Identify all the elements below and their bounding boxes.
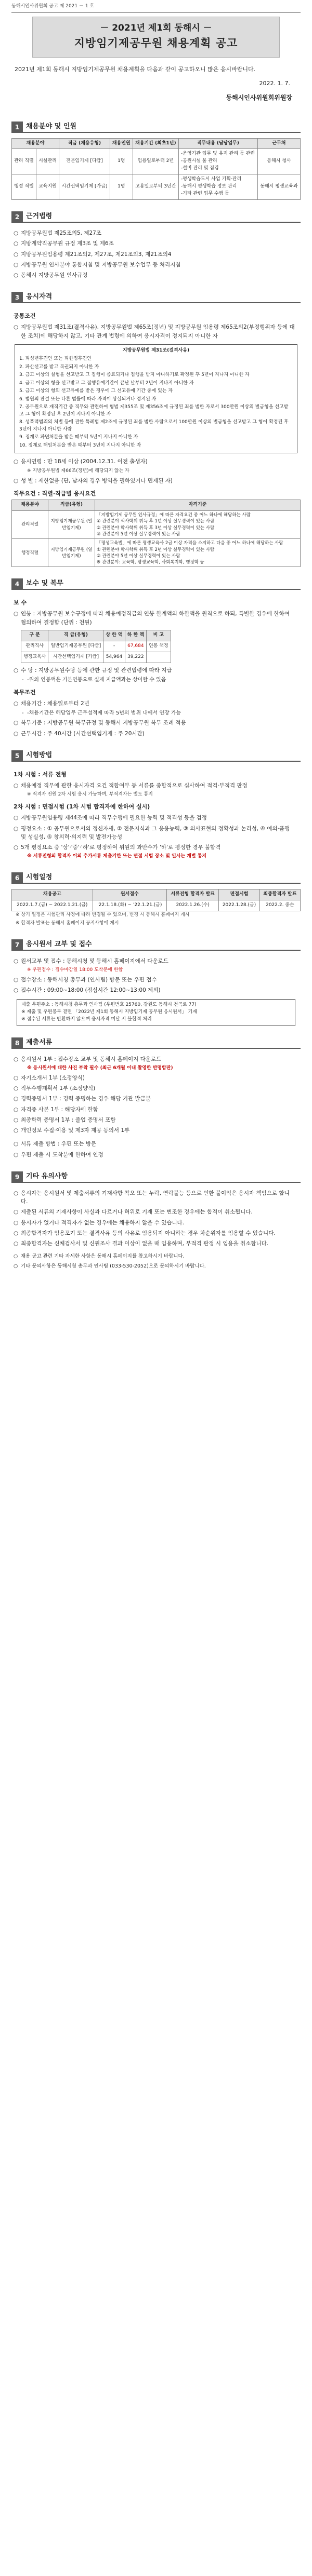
list-item: ○ 지방공무원법 제31조(결격사유), 지방공무원법 제65조(정년) 및 지방공무원 임용령 제65조의2(부정행위자 등에 대한 조치)에 해당하지 않고, 기타 관계 법령에 의하여 응시자격이 정지되지 아니한 자 xyxy=(11,322,301,341)
title-line1: － 2021년 제1회 동해시 － xyxy=(100,22,212,33)
section-7-header xyxy=(11,939,301,951)
list-item: ○ 동해시 지방공무원 인사규정 xyxy=(11,270,301,280)
table-cell: 동해시 평생교육과 xyxy=(258,174,301,200)
table-cell: 1명 xyxy=(110,149,133,174)
section-3-header xyxy=(11,292,301,303)
list-item: ○ 서류 제출 방법 : 우편 또는 방문 xyxy=(11,1139,301,1149)
box-line: 6. 법원의 판결 또는 다른 법률에 따라 자격이 상실되거나 정지된 자 xyxy=(19,396,157,402)
list-item: ○ 우편 제출 시 도착분에 한하여 인정 xyxy=(11,1150,301,1160)
subsection-title: 공통조건 xyxy=(14,313,36,320)
box-line: ※ 접수된 서류는 반환하지 않으며 응시자격 미달 시 불합격 처리 xyxy=(21,1016,152,1022)
list-item: ○ 최종합격자가 임용포기 또는 결격사유 등의 사유로 임용되지 아니하는 경우 차순위자를 임용할 수 있습니다. xyxy=(11,1228,301,1238)
table-header: 채용분야 xyxy=(12,500,48,511)
section-title: 채용분야 및 인원 xyxy=(23,122,301,133)
section-number: 1 xyxy=(11,122,23,133)
table-row xyxy=(21,641,171,652)
table-cell: 행정교육사 xyxy=(21,652,48,663)
list-item: ○ 자기소개서 1부 (소정양식) xyxy=(11,1073,301,1083)
list-item: ○ 경력증명서 1부 : 경력 증명하는 경우 해당 기관 발급분 xyxy=(11,1094,301,1104)
document-number: 동해시인사위원회 공고 제 2021 － 1 호 xyxy=(11,3,301,12)
table-cell: 행정직렬 xyxy=(12,539,48,567)
section-number: 8 xyxy=(11,1037,23,1049)
box-line: 2. 파산선고를 받고 복권되지 아니한 자 xyxy=(19,364,99,370)
title-box xyxy=(32,17,280,58)
section-title: 시험방법 xyxy=(23,750,301,762)
table-row xyxy=(12,510,301,538)
note: ※ 적격자 전원 2차 시험 응시 가능하며, 부적격자는 별도 통지 xyxy=(27,792,153,798)
list-item: ○ 응시자가 없거나 적격자가 없는 경우에는 채용하지 않을 수 있습니다. xyxy=(11,1218,301,1228)
contact-info: ○ 기타 문의사항은 동해시청 총무과 인사팀 (033-530-2052)으로 문의하시기 바랍니다. xyxy=(11,1262,301,1272)
box-line: 4. 금고 이상의 형을 선고받고 그 집행유예기간이 끝난 날부터 2년이 지나지 아니한 자 xyxy=(19,380,194,386)
note: ※ 응시원서에 대한 사진 부착 필수 (최근 6개월 이내 촬영한 반명함판) xyxy=(27,1065,173,1071)
table-header: 채용기간 (최초1년) xyxy=(133,138,178,149)
post-info-box xyxy=(17,999,295,1026)
section-1-header xyxy=(11,122,301,133)
note: ※ 상기 일정은 시험관리 사정에 따라 변경될 수 있으며, 변경 시 동해시 홈페이지 게시 xyxy=(16,912,190,918)
subsection-title: 보 수 xyxy=(14,599,27,606)
box-line: 1. 피성년후견인 또는 피한정후견인 xyxy=(19,356,92,362)
box-line: 7. 공무원으로 재직기간 중 직무와 관련하여 형법 제355조 및 제356조에 규정된 죄를 범한 자로서 300만원 이상의 벌금형을 선고받고 그 형이 확정된 후 2년이 지나지 아니한 자 xyxy=(19,404,289,417)
section-number: 4 xyxy=(11,578,23,590)
table-cell: 2022.1.7.(금) ~ 2022.1.21.(금) xyxy=(12,900,93,911)
section-number: 6 xyxy=(11,872,23,884)
section-title: 응시자격 xyxy=(23,292,301,303)
list-item: ○ 최종합격자는 신체검사서 및 신원조사 결과 이상이 없을 때 임용하며, 부적격 판정 시 임용을 취소합니다. xyxy=(11,1238,301,1249)
table-header: 채용공고 xyxy=(12,889,93,900)
list-item: ○ 채용 공고 관련 기타 자세한 사항은 동해시 홈페이지를 참고하시기 바랍니다. xyxy=(11,1252,301,1262)
box-line: 5. 금고 이상의 형의 선고유예를 받은 경우에 그 선고유예 기간 중에 있는 자 xyxy=(19,388,173,394)
list-item: ○ 채용기간 : 채용일로부터 2년 xyxy=(11,698,301,709)
section-title: 응시원서 교부 및 접수 xyxy=(23,939,301,951)
table-header: 자격기준 xyxy=(95,500,301,511)
section-6-header xyxy=(11,872,301,884)
table-cell: 지방임기제공무원 (일반임기제) xyxy=(48,510,95,538)
table-cell xyxy=(147,652,171,663)
table-cell: 1명 xyxy=(110,174,133,200)
list-item: ○ 수 당 : 지방공무원수당 등에 관한 규정 및 관련법령에 따라 지급 xyxy=(11,665,301,676)
positions-table xyxy=(11,138,301,200)
table-cell: 일반임기제공무원 [다급] xyxy=(48,641,103,652)
table-header: 하 한 액 xyxy=(125,630,146,641)
section-number: 5 xyxy=(11,750,23,762)
table-header: 직 급(유형) xyxy=(48,630,103,641)
section-title: 시험일정 xyxy=(23,872,301,884)
note: ※ 우편접수 : 접수마감일 18:00 도착분에 한함 xyxy=(27,967,123,973)
table-cell: 전문임기제 [다급] xyxy=(59,149,110,174)
table-header: 면접시험 xyxy=(219,889,260,900)
table-row xyxy=(12,539,301,567)
section-2-header xyxy=(11,211,301,223)
list-item: ○ 응시원서 1부 : 접수장소 교부 및 동해시 홈페이지 다운로드 xyxy=(11,1054,301,1064)
list-item: ○ 근무시간 : 주 40시간 (시간선택임기제 : 주 20시간) xyxy=(11,729,301,739)
list-item: ○ 지방공무원임용령 제44조에 따라 직무수행에 필요한 능력 및 적격성 등을 검정 xyxy=(11,813,301,823)
list-item: ○ 응시자는 응시원서 및 제출서류의 기재사항 착오 또는 누락, 연락불능 등으로 인한 불이익은 응시자 책임으로 합니다. xyxy=(11,1188,301,1207)
list-item: ○ 제출된 서류의 기재사항이 사실과 다르거나 허위로 기재 또는 변조한 경우에는 합격이 취소됩니다. xyxy=(11,1207,301,1217)
intro-text: 2021년 제1회 동해시 지방임기제공무원 채용계획을 다음과 같이 공고하오니 많은 응시바랍니다. xyxy=(15,65,256,73)
table-header: 근무처 xyxy=(258,138,301,149)
table-cell: '22.1.18.(화) ~ '22.1.21.(금) xyxy=(93,900,167,911)
table-cell: 시설관리 xyxy=(36,149,59,174)
box-line: 9. 징계로 파면처분을 받은 때부터 5년이 지나지 아니한 자 xyxy=(19,435,138,440)
list-item: ○ 지방공무원법 제25조의5, 제27조 xyxy=(11,228,301,238)
list-item: ○ 성 별 : 제한없음 (단, 남자의 경우 병역을 필하였거나 면제된 자) xyxy=(11,476,301,486)
list-item: ○ 접수시간 : 09:00~18:00 (점심시간 12:00~13:00 제외) xyxy=(11,985,301,995)
section-title: 근거법령 xyxy=(23,211,301,223)
table-header: 구 분 xyxy=(21,630,48,641)
note: ※ 서류전형의 합격자 이외 추가서류 제출기한 또는 면접 시험 장소 및 일시는 개별 통지 xyxy=(27,854,207,859)
table-cell: 시간선택임기제 [가급] xyxy=(48,652,103,663)
table-cell: 관리직렬 xyxy=(12,510,48,538)
title-line2: 지방임기제공무원 채용계획 공고 xyxy=(74,37,238,50)
table-cell: 연봉 책정 xyxy=(147,641,171,652)
box-line: 10. 징계로 해임처분을 받은 때부터 3년이 지나지 아니한 자 xyxy=(19,442,141,448)
table-cell: 54,964 xyxy=(103,652,125,663)
table-row xyxy=(12,174,301,200)
table-cell: -운영기관 업무 및 유지 관리 등 관련 -공원시설 물 관리 -설비 관리 및 점검 xyxy=(178,149,257,174)
list-item: ○ 개인정보 수집·이용 및 제3자 제공 동의서 1부 xyxy=(11,1125,301,1136)
table-cell: 고용일로부터 3년간 xyxy=(133,174,178,200)
note: ※ 지방공무원법 제66조(정년)에 해당되지 않는 자 xyxy=(27,468,129,474)
table-header: 최종합격자 발표 xyxy=(259,889,300,900)
table-cell: 관리 직렬 xyxy=(12,149,36,174)
table-row xyxy=(21,652,171,663)
box-line: 3. 금고 이상의 실형을 선고받고 그 집행이 종료되거나 집행을 받지 아니하기로 확정된 후 5년이 지나지 아니한 자 xyxy=(19,372,250,378)
section-number: 2 xyxy=(11,211,23,223)
list-item: ○ 원서교부 및 접수 : 동해시청 및 동해시 홈페이지에서 다운로드 xyxy=(11,956,301,966)
table-cell: 2022.2. 중순 xyxy=(259,900,300,911)
box-line: 8. 성폭력범죄의 처벌 등에 관한 특례법 제2조에 규정된 죄를 범한 사람으로서 100만원 이상의 벌금형을 선고받고 그 형이 확정된 후 3년이 지나지 아니한 사람 xyxy=(19,420,289,432)
note: ※ 합격자 발표는 동해시 홈페이지 공지사항에 게시 xyxy=(16,921,119,926)
table-header: 원서접수 xyxy=(93,889,167,900)
section-number: 7 xyxy=(11,939,23,951)
table-cell: 「지방임기제 공무원 인사규정」에 따른 자격요건 중 어느 하나에 해당하는 사람 ① 관련분야 석사학위 취득 후 1년 이상 실무경력이 있는 사람 ② 관련분야 학사학위 취득 후 3년 이상 실무경력이 있는 사람 ③ 관련분야 5년 이상 실무경력이 있는 사람 xyxy=(95,510,301,538)
section-number: 3 xyxy=(11,292,23,303)
section-8-header xyxy=(11,1037,301,1049)
list-item: ○ 채용예정 직무에 관한 응시자격 요건 적합여부 등 서류를 종합적으로 심사하여 적격·부적격 판정 xyxy=(11,780,301,791)
list-item: ○ 지방계약직공무원 규정 제3조 및 제6조 xyxy=(11,238,301,249)
list-item: ○ 접수장소 : 동해시청 총무과 (인사팀) 방문 또는 우편 접수 xyxy=(11,975,301,985)
list-item: ○ 응시연령 : 만 18세 이상 (2004.12.31. 이전 출생자) xyxy=(11,456,301,467)
box-line: ※ 제출 및 우편봉투 겉면 「2022년 제1회 동해시 지방임기제 공무원 응시원서」 기재 xyxy=(21,1009,197,1015)
subsection-title: 복무조건 xyxy=(14,689,36,696)
section-title: 기타 유의사항 xyxy=(23,1171,301,1183)
list-item: ○ 5개 평정요소 중 '상'·'중'·'하'로 평정하여 위원의 과반수가 '하'로 평정한 경우 불합격 xyxy=(11,842,301,853)
table-cell: 67,684 xyxy=(125,641,146,652)
section-5-header xyxy=(11,750,301,762)
box-line: 제출 우편주소 : 동해시청 총무과 인사팀 (우편번호 25760, 강원도 동해시 천곡로 77) xyxy=(21,1002,197,1007)
list-item: ○ 지방공무원 인사분야 통합지침 및 지방공무원 보수업무 등 처리지침 xyxy=(11,260,301,270)
subsection-title: 1차 시험 : 서류 전형 xyxy=(14,771,67,778)
table-cell: - xyxy=(103,641,125,652)
table-cell: 「평생교육법」에 따른 평생교육사 2급 이상 자격을 소지하고 다음 중 어느 하나에 해당하는 사람 ① 관련분야 학사학위 취득 후 2년 이상 실무경력이 있는 사람 ② 관련분야 5년 이상 실무경력이 있는 사람 ※ 관련분야: 교육학, 평생교육학, 사회복지학, 행정학 등 xyxy=(95,539,301,567)
section-title: 보수 및 복무 xyxy=(23,578,301,590)
pay-table xyxy=(21,630,171,663)
table-cell: 시간선택임기제 [가급] xyxy=(59,174,110,200)
table-header: 직무내용 (담당업무) xyxy=(178,138,257,149)
table-header: 채용인원 xyxy=(110,138,133,149)
box-title: 지방공무원법 제31조(결격사유) xyxy=(122,347,190,353)
list-item: ○ 최종학력 증명서 1부 : 졸업 증명서 포함 xyxy=(11,1115,301,1125)
section-4-header xyxy=(11,578,301,590)
list-item: ○ 지방공무원임용령 제21조의2, 제27조, 제21조의3, 제21조의4 xyxy=(11,249,301,260)
table-header: 직급(유형) xyxy=(48,500,95,511)
table-cell: 39,222 xyxy=(125,652,146,663)
table-header: 서류전형 합격자 발표 xyxy=(167,889,219,900)
subsection-title: 직무요건 : 직렬·직급별 응시요건 xyxy=(14,490,96,497)
announce-date: 2022. 1. 7. xyxy=(259,79,290,87)
table-cell: 교육지원 xyxy=(36,174,59,200)
issuer: 동해시인사위원회위원장 xyxy=(226,93,292,101)
section-number: 9 xyxy=(11,1171,23,1183)
qualification-table xyxy=(11,500,301,567)
table-header: 상 한 액 xyxy=(103,630,125,641)
table-cell: 관리직사 xyxy=(21,641,48,652)
table-row xyxy=(12,900,301,911)
list-item: ○ 연봉 : 지방공무원 보수규정에 따라 채용예정직급의 연봉 한계액의 하한액을 원칙으로 하되, 특별한 경우에 한하여 협의하여 결정함 (단위 : 천원) xyxy=(11,609,301,628)
list-item: ○ 자격증 사본 1부 : 해당자에 한함 xyxy=(11,1104,301,1115)
list-subitem: - -채용기간은 해당업무 근무성적에 따라 5년의 범위 내에서 연장 가능 xyxy=(11,709,301,718)
table-cell: 지방임기제공무원 (일반임기제) xyxy=(48,539,95,567)
table-cell: -평생학습도시 사업 기획·관리 -동해시 평생학습 정보 관리 -기타 관련 업무 수행 등 xyxy=(178,174,257,200)
list-item: ○ 직무수행계획서 1부 (소정양식) xyxy=(11,1083,301,1094)
list-item: ○ 복무기준 : 지방공무원 복무규정 및 동해시 지방공무원 복무 조례 적용 xyxy=(11,718,301,728)
table-header: 채용분야 xyxy=(12,138,59,149)
list-subitem: - -위의 연봉액은 기본연봉으로 실제 지급액과는 상이할 수 있음 xyxy=(11,676,301,685)
section-title: 제출서류 xyxy=(23,1037,301,1049)
table-cell: 임용일로부터 2년 xyxy=(133,149,178,174)
schedule-table xyxy=(11,889,301,911)
table-cell: 동해시 청사 xyxy=(258,149,301,174)
table-cell: 2022.1.26.(수) xyxy=(167,900,219,911)
subsection-title: 2차 시험 : 면접시험 (1차 시험 합격자에 한하여 실시) xyxy=(14,803,150,811)
table-header: 직급 (채용유형) xyxy=(59,138,110,149)
table-cell: 2022.1.28.(금) xyxy=(219,900,260,911)
disqualification-box xyxy=(15,344,297,454)
table-cell: 행정 직렬 xyxy=(12,174,36,200)
list-item: ○ 평정요소 : ① 공무원으로서의 정신자세, ② 전문지식과 그 응용능력, ③ 의사표현의 정확성과 논리성, ④ 예의·품행 및 성실성, ⑤ 창의력·의지력 및 발전가능성 xyxy=(11,824,301,843)
section-9-header xyxy=(11,1171,301,1183)
table-header: 비 고 xyxy=(147,630,171,641)
table-row xyxy=(12,149,301,174)
